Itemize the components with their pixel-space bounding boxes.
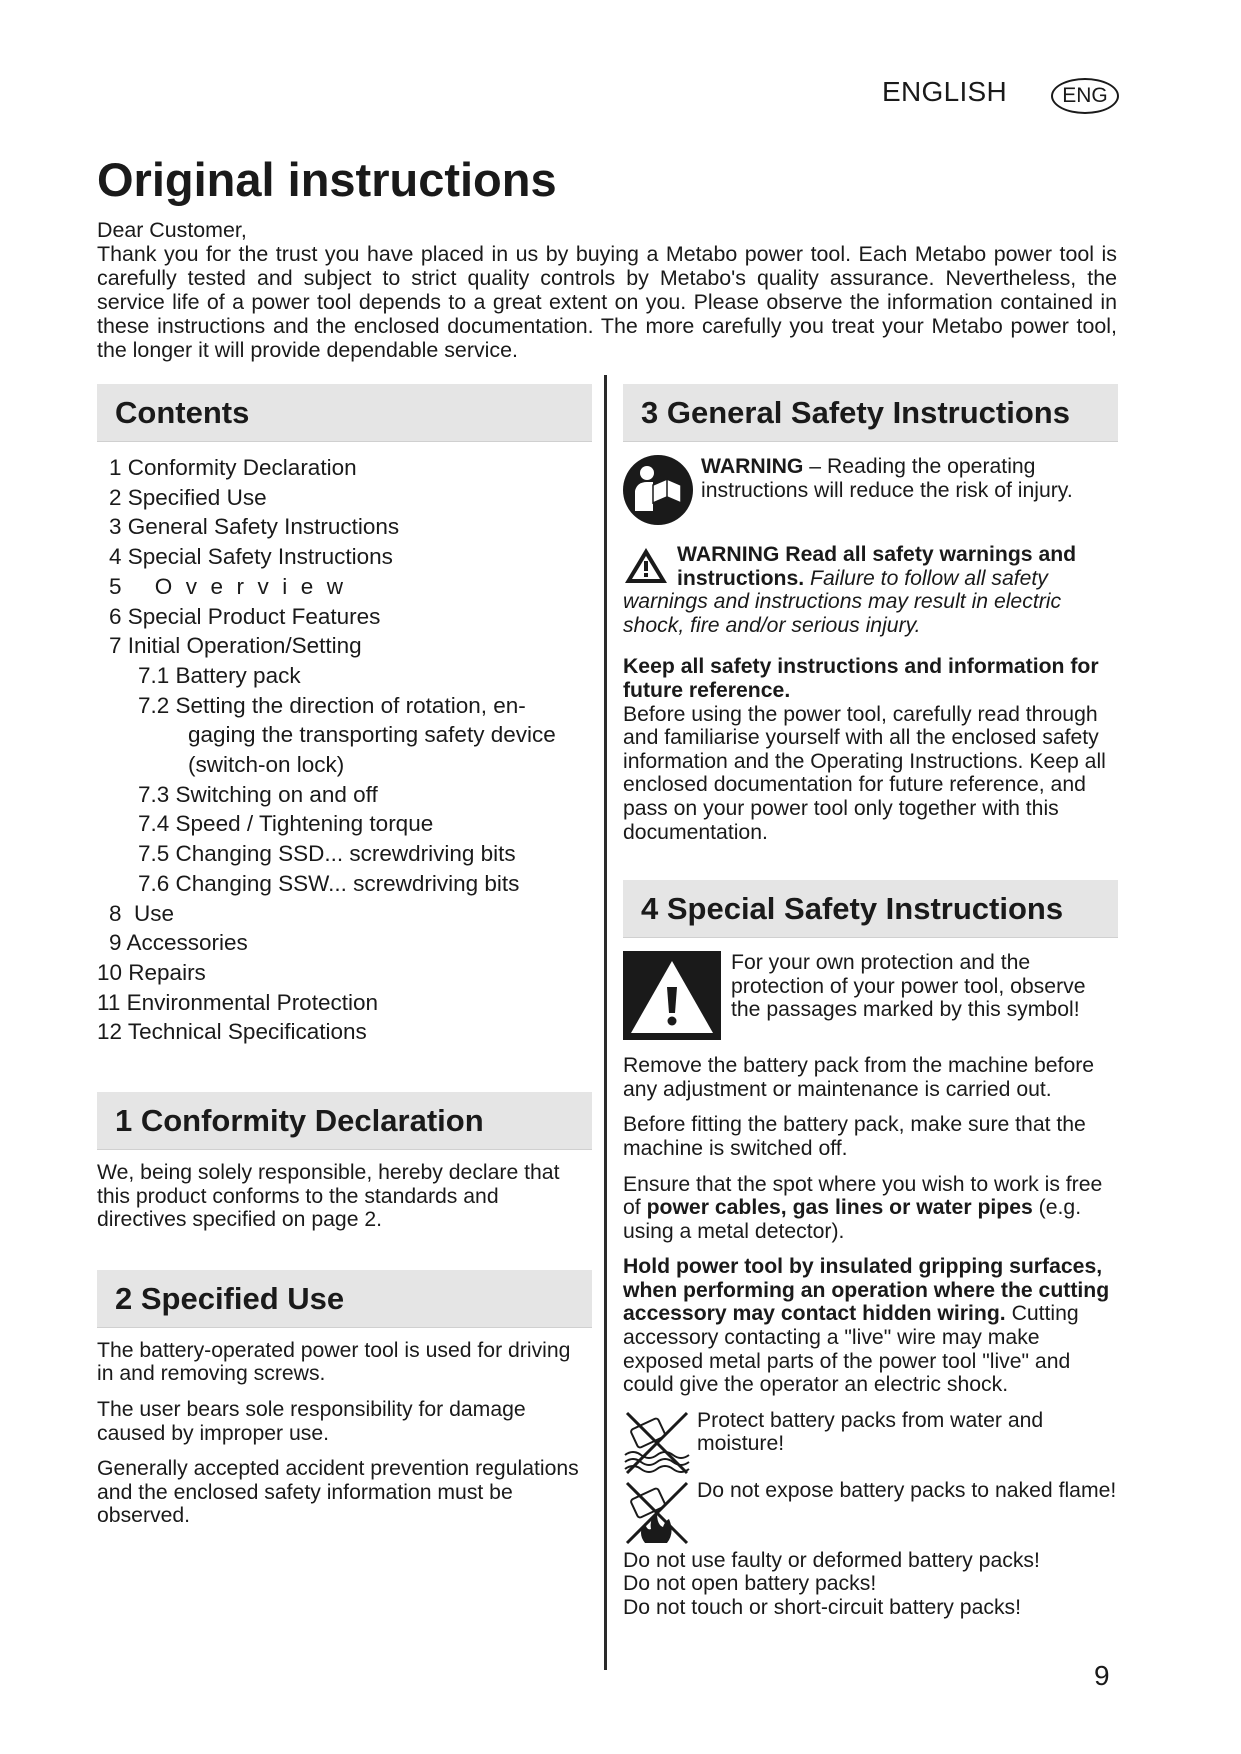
section2-paragraph: The battery-operated power tool is used for driving in and removing screws. xyxy=(97,1338,571,1386)
wiring-bold: Hold power tool by insulated gripping surfaces, when performing an operation where the cutting accessory may contact hidden wiring. xyxy=(623,1255,1110,1326)
right-column xyxy=(623,384,1118,1620)
toc-item[interactable]: 12 Technical Specifications xyxy=(97,1019,367,1045)
read-manual-icon xyxy=(623,455,693,525)
intro-salutation: Dear Customer, xyxy=(97,218,247,242)
toc-item-continuation xyxy=(97,750,592,780)
symbol-notice xyxy=(623,951,1118,1040)
section1-text: We, being solely responsible, hereby declare that this product conforms to the standards and directives specified on page 2. xyxy=(97,1161,560,1232)
flame-notice-text: Do not expose battery packs to naked flame! xyxy=(697,1478,1117,1502)
hazards-bold: power cables, gas lines or water pipes xyxy=(646,1196,1033,1220)
toc-item-continuation xyxy=(97,720,592,750)
wiring-text: Cutting accessory contacting a "live" wire may make exposed metal parts of the power tool "live" and could give the operator an electric shock. xyxy=(623,1302,1079,1397)
section3-heading: 3 General Safety Instructions xyxy=(623,384,1118,441)
toc-item[interactable]: 7.2 Setting the direction of rotation, en- xyxy=(138,692,526,718)
water-notice-text: Protect battery packs from water and moisture! xyxy=(697,1408,1044,1456)
warning-read-all-italic: Failure to follow all safety warnings and instructions may result in electric shock, fire and/or serious injury. xyxy=(623,566,1062,637)
left-column xyxy=(97,384,592,1528)
warning-read-manual-text xyxy=(701,455,1118,502)
intro-body: Thank you for the trust you have placed in us by buying a Metabo power tool. Each Metabo power tool is carefully tested and subject to strict quality controls by Metabo's quality assurance. Nevertheless, the service life of a power tool depends to a great extent on you. Please observe the information contained in these instructions and the enclosed documentation. The more carefully you treat your Metabo power tool, the longer it will provide dependable service. xyxy=(97,242,1117,362)
battery-warning-line: Do not touch or short-circuit battery packs! xyxy=(623,1596,1022,1620)
keep-instructions-text: Before using the power tool, carefully read through and familiarise yourself with all the enclosed safety information and the Operating Instructions. Keep all enclosed documentation for future reference, and pass on your power tool only together with this documentation. xyxy=(623,702,1106,844)
toc-item[interactable]: 7.4 Speed / Tightening torque xyxy=(138,811,434,837)
section4-paragraph: Remove the battery pack from the machine before any adjustment or maintenance is carried out. xyxy=(623,1054,1095,1101)
warning-label: WARNING xyxy=(701,455,804,478)
section1-heading: 1 Conformity Declaration xyxy=(97,1092,592,1149)
section4-heading: 4 Special Safety Instructions xyxy=(623,880,1118,937)
page-number: 9 xyxy=(1094,1660,1110,1691)
toc-continuation-text: gaging the transporting safety device xyxy=(188,722,556,748)
contents-heading: Contents xyxy=(97,384,592,441)
section2-heading: 2 Specified Use xyxy=(97,1270,592,1327)
section4-paragraph: Before fitting the battery pack, make sure that the machine is switched off. xyxy=(623,1113,1086,1160)
keep-instructions-bold: Keep all safety instructions and information for future reference. xyxy=(623,655,1099,702)
language-code-badge: ENG xyxy=(1051,78,1119,114)
toc-item[interactable]: 3 General Safety Instructions xyxy=(109,514,400,540)
hazards-text-a: Ensure that the spot where you wish to work is free of xyxy=(623,1172,1103,1220)
section4-paragraph-wiring xyxy=(623,1255,1118,1397)
toc-item[interactable]: 6 Special Product Features xyxy=(109,603,381,629)
toc-item[interactable]: 7.3 Switching on and off xyxy=(138,781,378,807)
water-notice xyxy=(623,1409,1118,1477)
battery-warning-line: Do not use faulty or deformed battery packs! xyxy=(623,1548,1040,1572)
toc-item[interactable]: 7.6 Changing SSW... screwdriving bits xyxy=(138,870,520,896)
toc-item[interactable]: 8 Use xyxy=(109,900,175,926)
table-of-contents xyxy=(97,453,592,1047)
warning-triangle-icon xyxy=(623,545,669,585)
toc-item[interactable]: 9 Accessories xyxy=(109,930,248,956)
warning-read-manual xyxy=(623,455,1118,525)
section2-paragraph: Generally accepted accident prevention regulations and the enclosed safety information must be observed. xyxy=(97,1457,579,1528)
section2-paragraph: The user bears sole responsibility for damage caused by improper use. xyxy=(97,1398,526,1445)
no-water-icon xyxy=(623,1409,691,1477)
toc-item[interactable]: 1 Conformity Declaration xyxy=(109,455,357,480)
battery-warning-line: Do not open battery packs! xyxy=(623,1572,877,1596)
warning-symbol-icon xyxy=(623,951,721,1040)
warning-read-all-bold: WARNING Read all safety warnings and instructions. xyxy=(677,543,1077,590)
toc-item[interactable]: 5 Overview xyxy=(109,573,357,599)
page-title: Original instructions xyxy=(97,153,557,206)
symbol-notice-text: For your own protection and the protection of your power tool, observe the passages marked by this symbol! xyxy=(731,951,1086,1022)
toc-item[interactable]: 7.1 Battery pack xyxy=(138,662,301,688)
warning-read-manual-body: – Reading the operating instructions will reduce the risk of injury. xyxy=(701,455,1073,502)
hazards-text-b: (e.g. using a metal detector). xyxy=(623,1196,1082,1243)
column-divider xyxy=(604,375,607,1670)
toc-item[interactable]: 7.5 Changing SSD... screwdriving bits xyxy=(138,841,516,867)
toc-item[interactable]: 11 Environmental Protection xyxy=(97,989,378,1015)
toc-item[interactable]: 7 Initial Operation/Setting xyxy=(109,633,362,659)
toc-item[interactable]: 2 Specified Use xyxy=(109,484,267,510)
intro-block xyxy=(97,218,1117,362)
toc-item[interactable]: 4 Special Safety Instructions xyxy=(109,544,393,570)
flame-notice xyxy=(623,1479,1118,1547)
section4-paragraph-hazards xyxy=(623,1173,1118,1244)
no-flame-icon xyxy=(623,1479,691,1547)
keep-instructions xyxy=(623,655,1118,844)
warning-read-all xyxy=(623,543,1118,637)
toc-item[interactable]: 10 Repairs xyxy=(97,959,206,985)
language-label: ENGLISH xyxy=(882,76,1008,107)
toc-continuation-text: (switch-on lock) xyxy=(188,752,345,778)
battery-warnings xyxy=(623,1549,1118,1620)
